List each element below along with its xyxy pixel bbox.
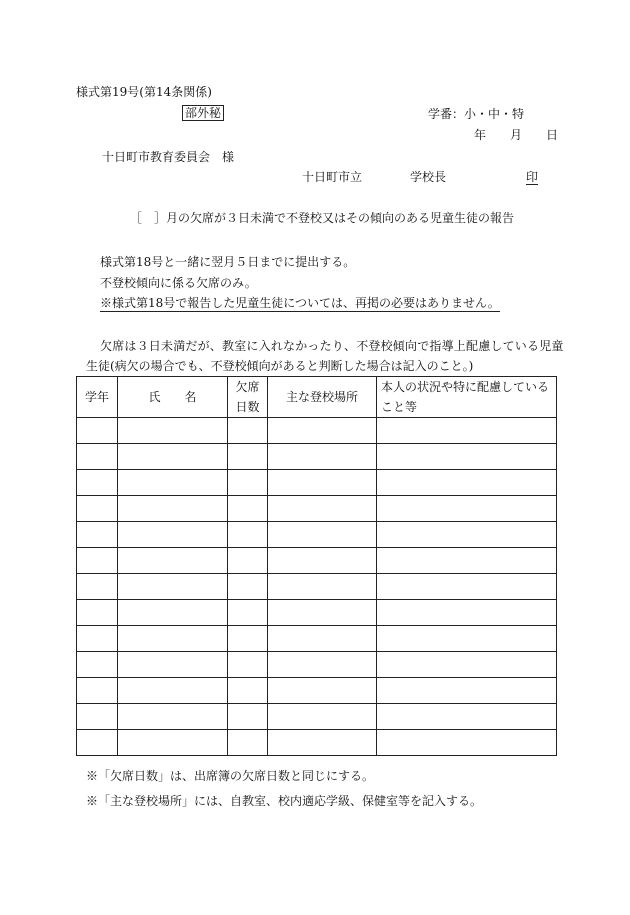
cell-notes[interactable] xyxy=(377,444,557,470)
cell-place[interactable] xyxy=(268,470,377,496)
cell-grade[interactable] xyxy=(77,522,118,548)
cell-name[interactable] xyxy=(118,548,228,574)
cell-grade[interactable] xyxy=(77,548,118,574)
cell-notes[interactable] xyxy=(377,496,557,522)
cell-place[interactable] xyxy=(268,548,377,574)
footnote-1: ※「欠席日数」は、出席簿の欠席日数と同じにする。 xyxy=(86,769,375,783)
cell-name[interactable] xyxy=(118,418,228,444)
header-place: 主な登校場所 xyxy=(268,377,377,418)
header-absence xyxy=(228,377,268,418)
cell-grade[interactable] xyxy=(77,600,118,626)
cell-absence[interactable] xyxy=(228,704,268,730)
table-row xyxy=(77,496,557,522)
cell-notes[interactable] xyxy=(377,652,557,678)
report-table xyxy=(76,376,557,756)
cell-absence[interactable] xyxy=(228,522,268,548)
cell-name[interactable] xyxy=(118,574,228,600)
cell-place[interactable] xyxy=(268,626,377,652)
table-row xyxy=(77,678,557,704)
cell-notes[interactable] xyxy=(377,574,557,600)
cell-absence[interactable] xyxy=(228,626,268,652)
form-id: 様式第19号(第14条関係) xyxy=(76,85,212,99)
cell-absence[interactable] xyxy=(228,444,268,470)
table-row xyxy=(77,652,557,678)
table-row xyxy=(77,600,557,626)
table-row xyxy=(77,626,557,652)
cell-grade[interactable] xyxy=(77,704,118,730)
description-line-1: 欠席は３日未満だが、教室に入れなかったり、不登校傾向で指導上配慮している児童 xyxy=(100,339,564,353)
header-grade: 学年 xyxy=(77,377,118,418)
cell-notes[interactable] xyxy=(377,522,557,548)
cell-name[interactable] xyxy=(118,470,228,496)
cell-name[interactable] xyxy=(118,522,228,548)
table-row xyxy=(77,548,557,574)
cell-absence[interactable] xyxy=(228,678,268,704)
cell-absence[interactable] xyxy=(228,652,268,678)
date-day: 日 xyxy=(546,128,559,142)
cell-place[interactable] xyxy=(268,704,377,730)
cell-place[interactable] xyxy=(268,418,377,444)
seal-mark xyxy=(526,170,538,184)
cell-absence[interactable] xyxy=(228,600,268,626)
cell-absence[interactable] xyxy=(228,548,268,574)
cell-notes[interactable] xyxy=(377,626,557,652)
cell-notes[interactable] xyxy=(377,600,557,626)
cell-notes[interactable] xyxy=(377,548,557,574)
cell-place[interactable] xyxy=(268,496,377,522)
table-body xyxy=(77,418,557,756)
header-name: 氏 名 xyxy=(118,377,228,418)
cell-name[interactable] xyxy=(118,626,228,652)
cell-place[interactable] xyxy=(268,444,377,470)
sender-city: 十日町市立 xyxy=(302,170,363,184)
header-notes xyxy=(377,377,557,418)
cell-notes[interactable] xyxy=(377,678,557,704)
table-row xyxy=(77,730,557,756)
cell-grade[interactable] xyxy=(77,652,118,678)
header-absence-line-2: 日数 xyxy=(235,400,260,414)
cell-name[interactable] xyxy=(118,704,228,730)
cell-grade[interactable] xyxy=(77,626,118,652)
confidential-label: 部外秘 xyxy=(182,105,224,121)
cell-absence[interactable] xyxy=(228,418,268,444)
table-header-row xyxy=(77,377,557,418)
cell-absence[interactable] xyxy=(228,730,268,756)
date-year: 年 xyxy=(474,128,487,142)
seal-label: 印 xyxy=(526,170,539,184)
cell-name[interactable] xyxy=(118,652,228,678)
report-title: ［ ］月の欠席が３日未満で不登校又はその傾向のある児童生徒の報告 xyxy=(130,211,515,225)
table-row xyxy=(77,470,557,496)
sender-principal: 学校長 xyxy=(410,170,447,184)
cell-place[interactable] xyxy=(268,730,377,756)
cell-place[interactable] xyxy=(268,678,377,704)
cell-name[interactable] xyxy=(118,600,228,626)
instruction-3 xyxy=(100,296,500,310)
cell-absence[interactable] xyxy=(228,574,268,600)
cell-place[interactable] xyxy=(268,574,377,600)
cell-grade[interactable] xyxy=(77,470,118,496)
cell-notes[interactable] xyxy=(377,704,557,730)
header-absence-line-1: 欠席 xyxy=(235,380,260,394)
cell-notes[interactable] xyxy=(377,730,557,756)
cell-name[interactable] xyxy=(118,730,228,756)
cell-absence[interactable] xyxy=(228,496,268,522)
confidential-stamp xyxy=(182,106,224,120)
cell-place[interactable] xyxy=(268,652,377,678)
cell-place[interactable] xyxy=(268,522,377,548)
description-line-2: 生徒(病欠の場合でも、不登校傾向があると判断した場合は記入のこと。) xyxy=(86,359,474,373)
table-row xyxy=(77,704,557,730)
cell-grade[interactable] xyxy=(77,574,118,600)
school-type: 学番：小・中・特 xyxy=(428,107,525,121)
footnote-2: ※「主な登校場所」には、自教室、校内適応学級、保健室等を記入する。 xyxy=(86,794,483,808)
cell-grade[interactable] xyxy=(77,444,118,470)
cell-grade[interactable] xyxy=(77,418,118,444)
table-row xyxy=(77,574,557,600)
table-row xyxy=(77,418,557,444)
date-month: 月 xyxy=(510,128,523,142)
cell-notes[interactable] xyxy=(377,470,557,496)
instruction-3-text: ※様式第18号で報告した児童生徒については、再掲の必要はありません。 xyxy=(100,296,500,310)
cell-name[interactable] xyxy=(118,444,228,470)
cell-name[interactable] xyxy=(118,678,228,704)
table-row xyxy=(77,522,557,548)
cell-grade[interactable] xyxy=(77,730,118,756)
header-notes-line-2: こと等 xyxy=(381,400,418,414)
cell-absence[interactable] xyxy=(228,470,268,496)
cell-name[interactable] xyxy=(118,496,228,522)
instruction-2: 不登校傾向に係る欠席のみ。 xyxy=(100,276,257,290)
cell-notes[interactable] xyxy=(377,418,557,444)
cell-grade[interactable] xyxy=(77,496,118,522)
cell-grade[interactable] xyxy=(77,678,118,704)
header-notes-line-1: 本人の状況や特に配慮している xyxy=(381,380,550,394)
table-row xyxy=(77,444,557,470)
cell-place[interactable] xyxy=(268,600,377,626)
addressee: 十日町市教育委員会 様 xyxy=(102,150,235,164)
instruction-1: 様式第18号と一緒に翌月５日までに提出する。 xyxy=(100,255,356,269)
